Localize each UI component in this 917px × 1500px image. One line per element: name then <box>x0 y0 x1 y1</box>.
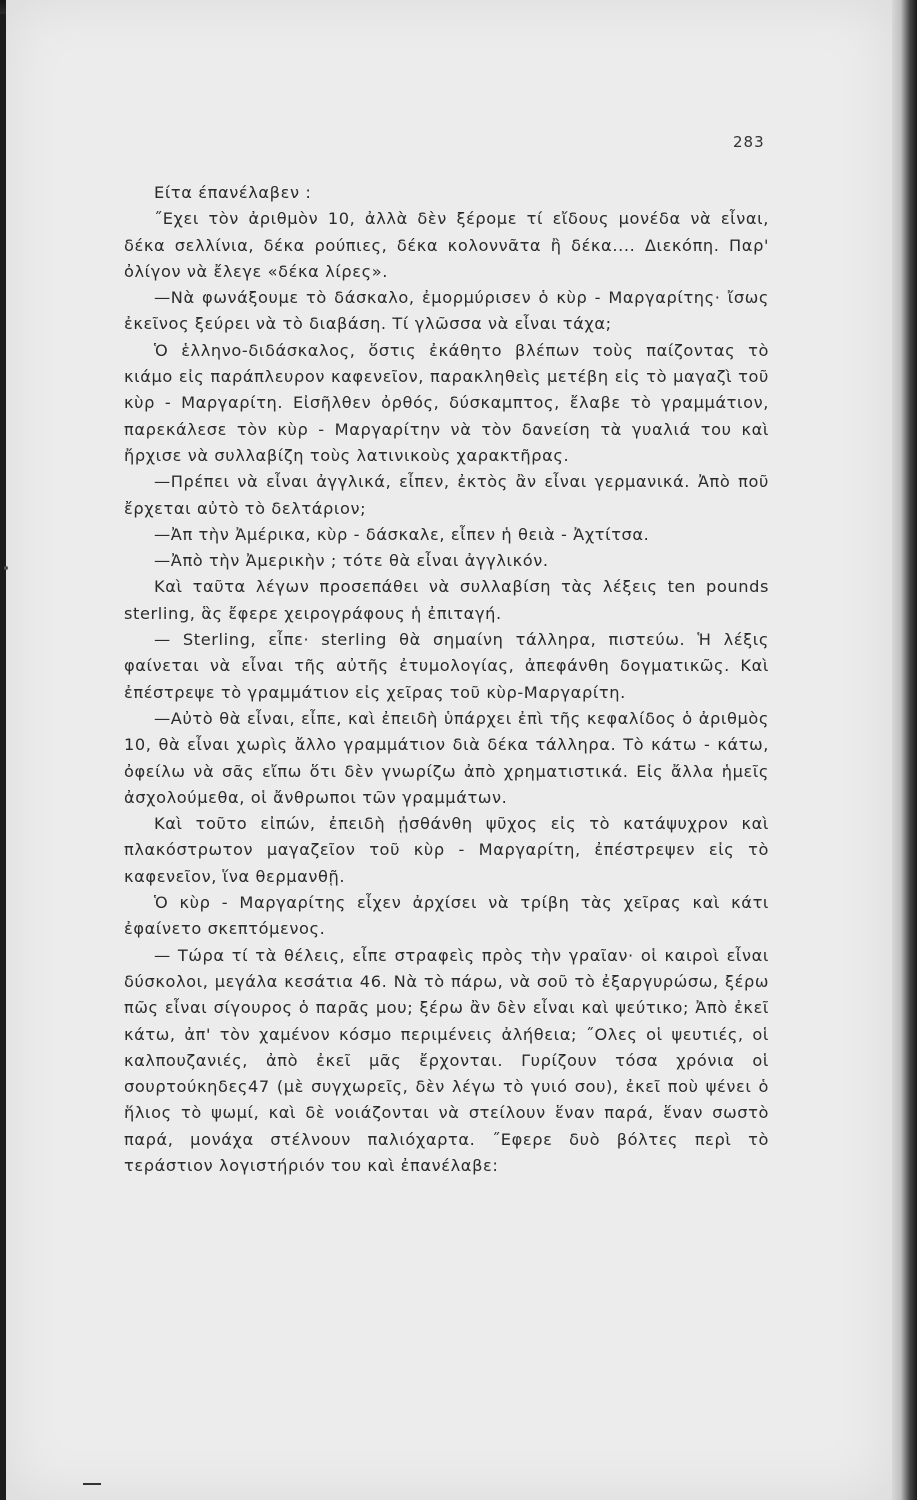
margin-dot <box>4 566 8 570</box>
paragraph: Ὁ κὺρ - Μαργαρίτης εἶχεν ἀρχίσει νὰ τρίβη τὰς χεῖρας καὶ κάτι ἐφαίνετο σκεπτόμενος. <box>124 893 769 939</box>
paragraph: — Τώρα τί τὰ θέλεις, εἶπε στραφεὶς πρὸς τὴν γραῖαν· οἱ καιροὶ εἶναι δύσκολοι, μεγάλα κεσάτια 46. Νὰ τὸ πάρω, νὰ σοῦ τὸ ἐξαργυρώσω, ξέρω πῶς εἶναι σίγουρος ὁ παρᾶς μου; ξέρω ἂν δὲν εἶναι καὶ ψεύτικο; Ἀπὸ ἐκεῖ κάτω, ἀπ' τὸν χαμένον κόσμο περιμένεις ἀλήθεια; ˝Ολες οἱ ψευτιές, οἱ καλπουζανιές, ἀπὸ ἐκεῖ μᾶς ἔρχονται. Γυρίζουν τόσα χρόνια οἱ σουρτούκηδες47 (μὲ συγχωρεῖς, δὲν λέγω τὸ γυιό σου), ἐκεῖ ποὺ ψένει ὁ ἥλιος τὸ ψωμί, καὶ δὲ νοιάζονται νὰ στείλουν ἕναν παρά, ἕναν σωστὸ παρά, μονάχα στέλνουν παλιόχαρτα. ˝Εφερε δυὸ βόλτες περὶ τὸ τεράστιον λογιστήριόν του καὶ ἐπανέλαβε: <box>124 945 769 1175</box>
paragraph: —Αὐτὸ θὰ εἶναι, εἶπε, καὶ ἐπειδὴ ὑπάρχει ἐπὶ τῆς κεφαλίδος ὁ ἀριθμὸς 10, θὰ εἶναι χωρὶς ἄλλο γραμμάτιον διὰ δέκα τάλληρα. Τὸ κάτω - κάτω, ὀφείλω νὰ σᾶς εἴπω ὅτι δὲν γνωρίζω ἀπὸ χρηματιστικά. Εἰς ἄλλα ἡμεῖς ἀσχολούμεθα, οἱ ἄνθρωποι τῶν γραμμάτων. <box>124 708 769 807</box>
paragraph: —Ἀπ τὴν Ἀμέρικα, κὺρ - δάσκαλε, εἶπεν ἡ θειὰ - Ἀχτίτσα. <box>154 524 650 544</box>
paragraph: Καὶ τοῦτο εἰπών, ἐπειδὴ ᾐσθάνθη ψῦχος εἰς τὸ κατάψυχρον καὶ πλακόστρωτον μαγαζεῖον τοῦ κὺρ - Μαργαρίτη, ἐπέστρεψεν εἰς τὸ καφενεῖον, ἵνα θερμανθῇ. <box>124 814 769 886</box>
book-spine-edge <box>892 0 917 1500</box>
paragraph: —Νὰ φωνάξουμε τὸ δάσκαλο, ἐμορμύρισεν ὁ κὺρ - Μαργαρίτης· ἴσως ἐκεῖνος ξεύρει νὰ τὸ διαβάση. Τί γλῶσσα νὰ εἶναι τάχα; <box>124 288 769 334</box>
paragraph: Είτα έπανέλαβεν : <box>154 183 312 202</box>
paragraph: Καὶ ταῦτα λέγων προσεπάθει νὰ συλλαβίση τὰς λέξεις ten pounds sterling, ἃς ἔφερε χειρογράφους ἡ ἐπιταγή. <box>124 577 769 623</box>
paragraph: — Sterling, εἶπε· sterling θὰ σημαίνη τάλληρα, πιστεύω. Ἡ λέξις φαίνεται νὰ εἶναι τῆς αὐτῆς ἐτυμολογίας, ἀπεφάνθη δογματικῶς. Καὶ ἐπέστρεψε τὸ γραμμάτιον εἰς χεῖρας τοῦ κὺρ-Μαργαρίτη. <box>124 630 769 702</box>
paragraph: ˝Εχει τὸν ἀριθμὸν 10, ἀλλὰ δὲν ξέρομε τί εἴδους μονέδα νὰ εἶναι, δέκα σελλίνια, δέκα ρούπιες, δέκα κολοννᾶτα ἢ δέκα.... Διεκόπη. Παρ' ὀλίγον νὰ ἔλεγε «δέκα λίρες». <box>124 209 769 281</box>
paragraph: —Πρέπει νὰ εἶναι ἀγγλικά, εἶπεν, ἐκτὸς ἂν εἶναι γερμανικά. Ἀπὸ ποῦ ἔρχεται αὐτὸ τὸ δελτάριον; <box>124 472 769 518</box>
paragraph: Ὁ ἑλληνο-διδάσκαλος, ὅστις ἐκάθητο βλέπων τοὺς παίζοντας τὸ κιάμο εἰς παράπλευρον καφενεῖον, παρακληθεὶς μετέβη εἰς τὸ μαγαζὶ τοῦ κὺρ - Μαργαρίτη. Εἰσῆλθεν ὀρθός, δύσκαμπτος, ἔλαβε τὸ γραμμάτιον, παρεκάλεσε τὸν κὺρ - Μαργαρίτην νὰ τὸν δανείση τὰ γυαλιά του καὶ ἤρχισε νὰ συλλαβίζη τοὺς λατινικοὺς χαρακτῆρας. <box>124 340 769 465</box>
page-number: 283 <box>733 133 765 151</box>
scan-mark <box>83 1483 101 1485</box>
book-page <box>6 0 892 1500</box>
body-text <box>124 180 769 1179</box>
paragraph: —Ἀπὸ τὴν Ἀμερικὴν ; τότε θὰ εἶναι ἀγγλικόν. <box>154 551 549 571</box>
